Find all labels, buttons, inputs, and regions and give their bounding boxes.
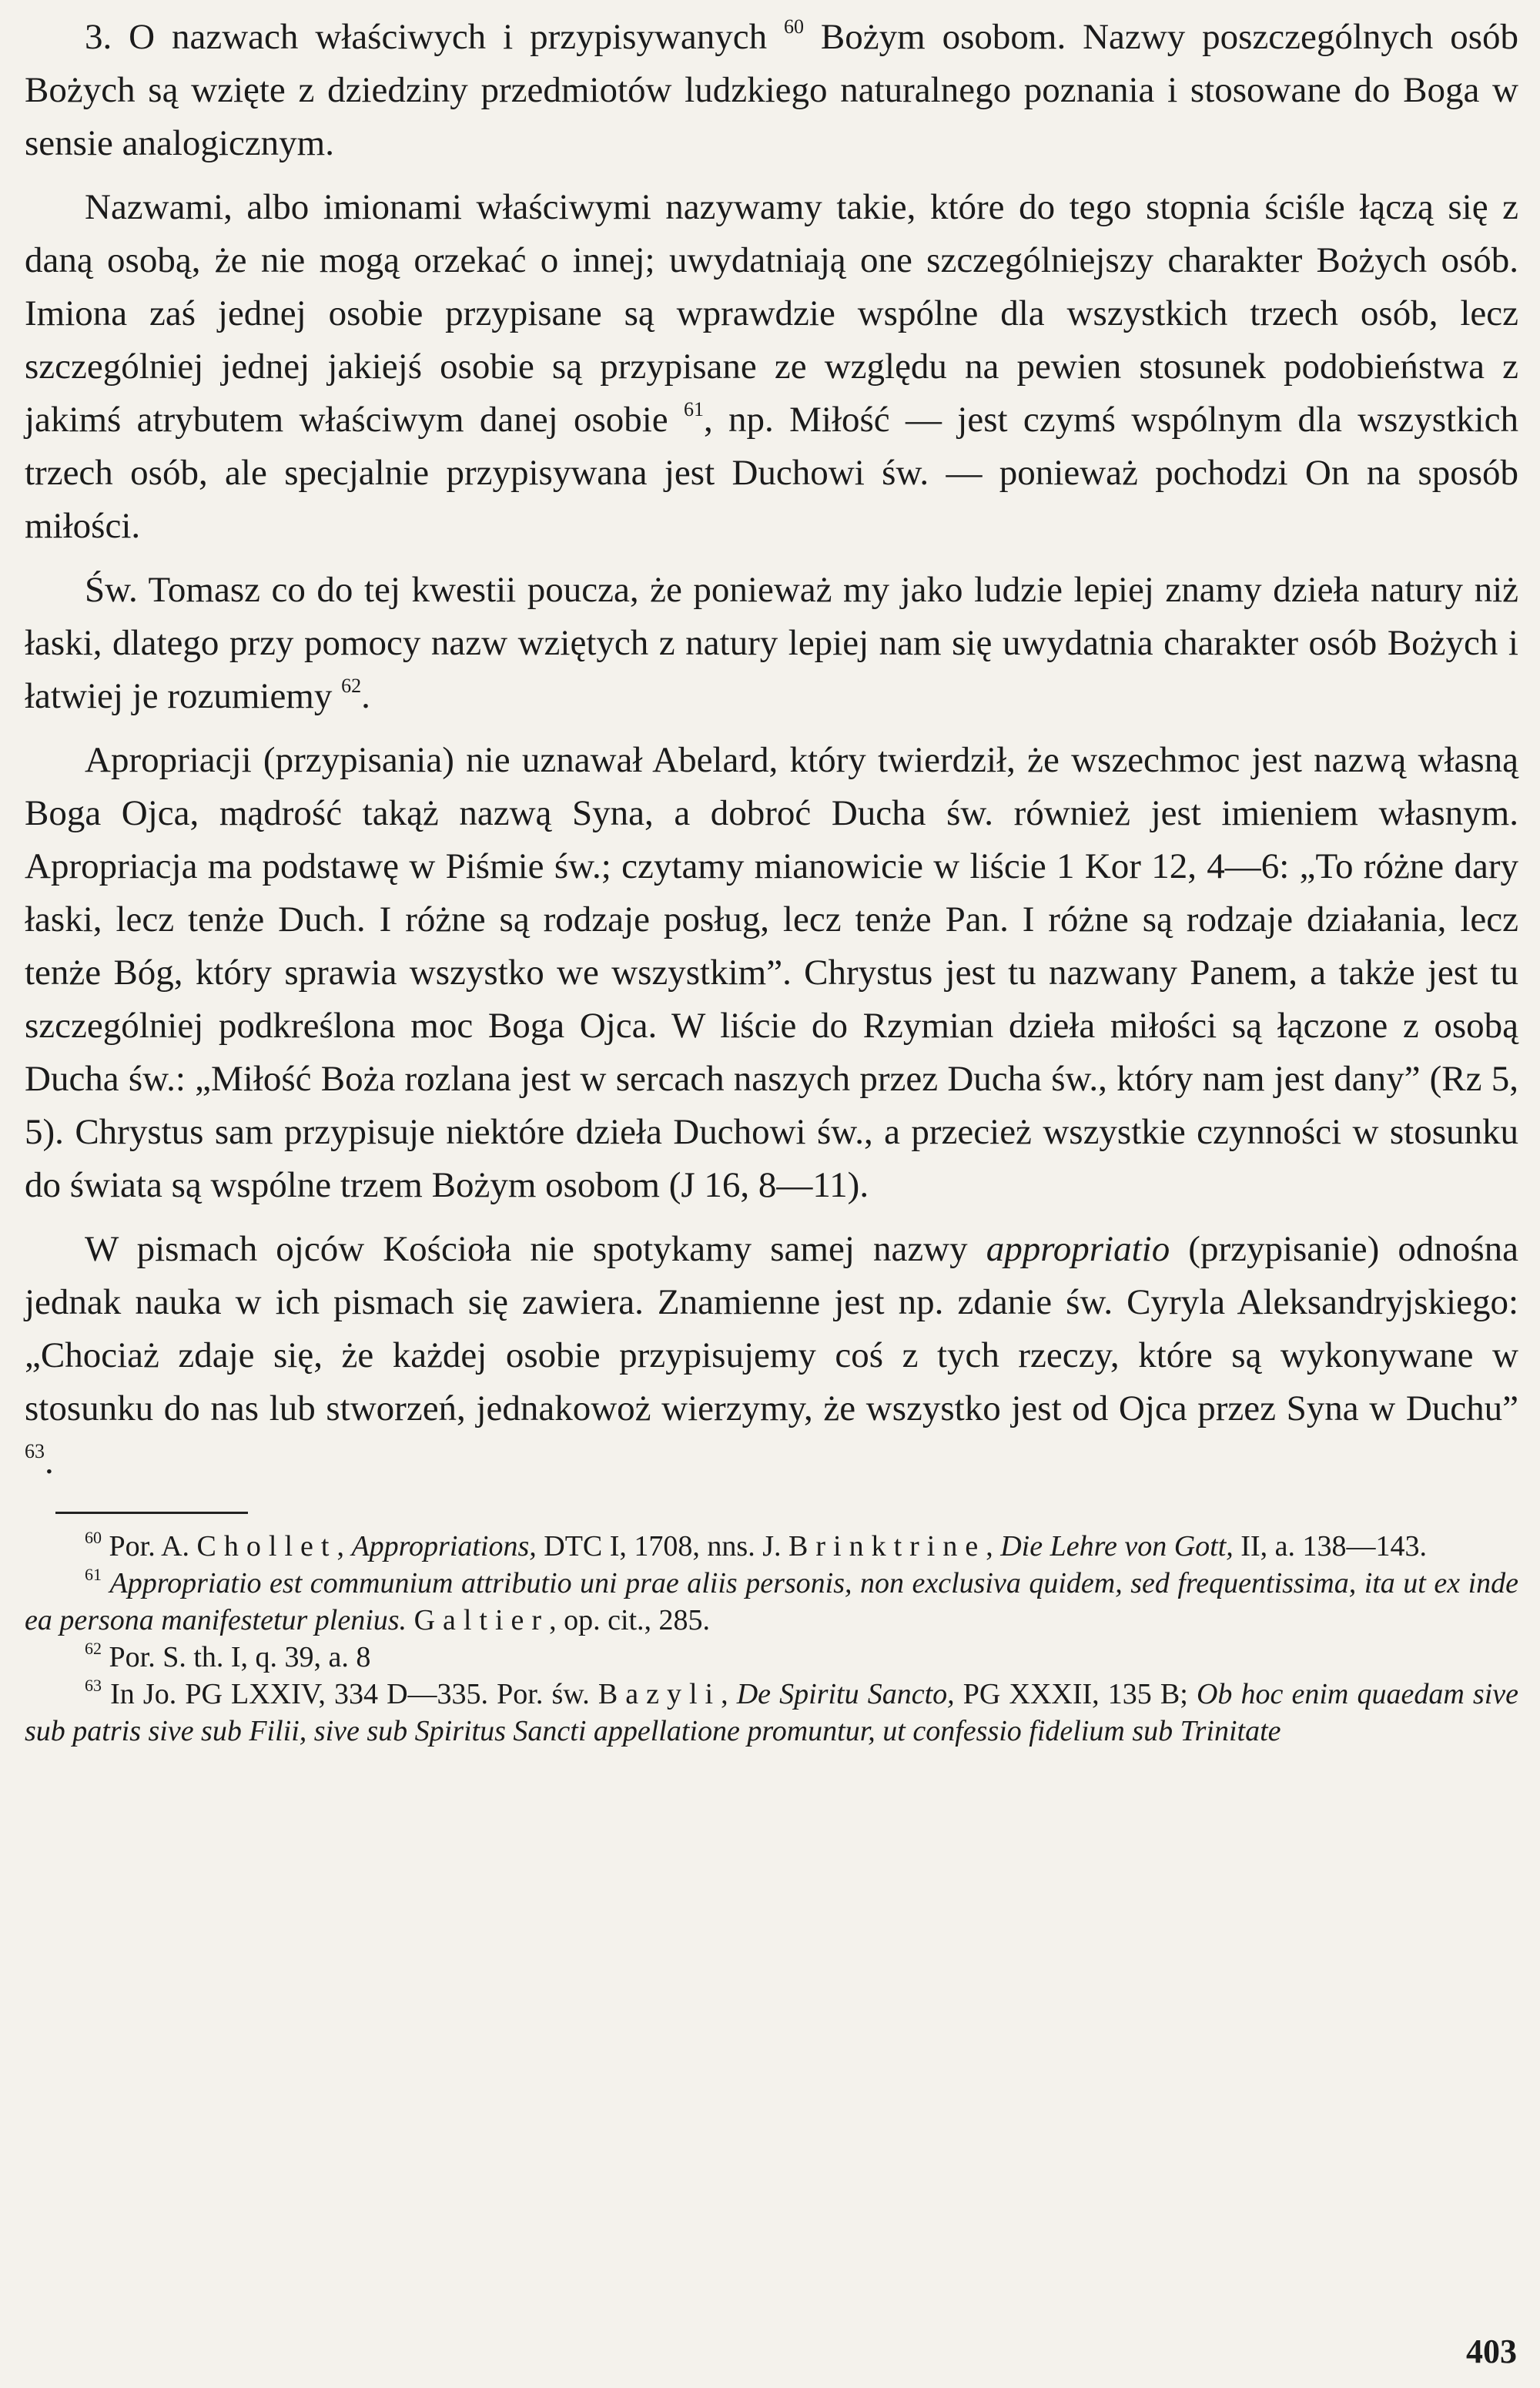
main-text <box>25 11 1518 1489</box>
text-run: 3. O nazwach właściwych i przypisywanych <box>85 17 785 57</box>
footnote-62 <box>25 1639 1518 1676</box>
text-run: . <box>45 1442 54 1482</box>
text-run: DTC I, 1708, nns. J. <box>536 1530 789 1562</box>
text-run: PG XXXII, 135 B; <box>954 1678 1197 1710</box>
italic-text: Appropriations, <box>351 1530 537 1562</box>
italic-text: De Spiritu Sancto, <box>736 1678 955 1710</box>
text-run: , op. cit., 285. <box>549 1604 711 1636</box>
text-run: (przypisanie) odnośna jednak nauka w ich pismach się zawiera. Znamienne jest np. zdanie św. Cyryla Aleksandryjskiego: „Chociaż zdaje się, że każdej osobie przypisujemy coś z tych rzeczy, które są wykonywane w stosunku do nas lub stworzeń, jednakowoż wierzymy, że wszystko jest od Ojca przez Syna w Duchu” <box>25 1229 1518 1428</box>
text-run: Bożym osobom. Nazwy poszczególnych osób Bożych są wzięte z dziedziny przedmiotów ludzkiego naturalnego poznania i stosowane do Boga w sensie analogicznym. <box>25 17 1518 163</box>
footnotes <box>25 1528 1518 1750</box>
author-name: Galtier <box>413 1604 550 1636</box>
text-run: Św. Tomasz co do tej kwestii poucza, że ponieważ my jako ludzie lepiej znamy dzieła natury niż łaski, dlatego przy pomocy nazw wziętych z natury lepiej nam się uwydatnia charakter osób Bożych i łatwiej je rozumiemy <box>25 570 1518 716</box>
paragraph-names <box>25 11 1518 170</box>
footnote-ref: 63 <box>85 1676 102 1695</box>
text-run: , <box>721 1678 737 1710</box>
italic-text: Die Lehre von Gott, <box>1000 1530 1234 1562</box>
paragraph-church-fathers <box>25 1223 1518 1489</box>
footnote-63 <box>25 1676 1518 1750</box>
footnote-ref: 60 <box>784 15 805 38</box>
page-number: 403 <box>1466 2333 1517 2370</box>
text-run <box>407 1604 414 1636</box>
footnote-ref: 60 <box>85 1528 102 1547</box>
footnote-ref: 63 <box>25 1440 45 1462</box>
footnote-ref: 62 <box>85 1639 102 1658</box>
text-run: In Jo. PG LXXIV, 334 D—335. Por. św. <box>102 1678 598 1710</box>
text-run: W pismach ojców Kościoła nie spotykamy samej nazwy <box>85 1229 986 1269</box>
text-run: Nazwami, albo imionami właściwymi nazywamy takie, które do tego stopnia ściśle łączą się z daną osobą, że nie mogą orzekać o innej; uwydatniają one szczególniejszy charakter Bożych osób. Imiona zaś jednej osobie przypisane są wprawdzie wspólne dla wszystkich trzech osób, lecz szczególniej jednej jakiejś osobie są przypisane ze względu na pewien stosunek podobieństwa z jakimś atrybutem właściwym danej osobie <box>25 187 1518 440</box>
footnote-ref: 61 <box>683 398 704 420</box>
footnote-divider <box>55 1512 248 1514</box>
text-run <box>102 1567 110 1599</box>
footnote-ref: 61 <box>85 1565 102 1584</box>
italic-text: Ob hoc enim quaedam sive sub patris sive sub Filii, sive sub Spiritus Sancti appellatione promuntur, ut confessio fidelium sub Trinitate <box>25 1678 1519 1747</box>
paragraph-proper-names <box>25 181 1518 553</box>
author-name: Bazyli <box>598 1678 721 1710</box>
footnote-60 <box>25 1528 1518 1565</box>
paragraph-appropriation <box>25 734 1518 1212</box>
text-run: , <box>986 1530 1001 1562</box>
text-run: , <box>336 1530 352 1562</box>
text-run: Por. S. th. I, q. 39, a. 8 <box>102 1641 371 1673</box>
text-run: , np. Miłość — jest czymś wspólnym dla wszystkich trzech osób, ale specjalnie przypisywana jest Duchowi św. — ponieważ pochodzi On na sposób miłości. <box>25 400 1518 546</box>
italic-text: Appropriatio est communium attributio uni prae aliis personis, non exclusiva quidem, sed frequentissima, ita ut ex inde ea persona manifestetur plenius. <box>25 1567 1518 1636</box>
author-name: Brinktrine <box>788 1530 986 1562</box>
text-run: Por. A. <box>102 1530 197 1562</box>
italic-text: appropriatio <box>986 1229 1170 1269</box>
text-run: Apropriacji (przypisania) nie uznawał Abelard, który twierdził, że wszechmoc jest nazwą własną Boga Ojca, mądrość takąż nazwą Syna, a dobroć Ducha św. również jest imieniem własnym. Apropriacja ma podstawę w Piśmie św.; czytamy mianowicie w liście 1 Kor 12, 4—6: „To różne dary łaski, lecz tenże Duch. I różne są rodzaje posług, lecz tenże Pan. I różne są rodzaje działania, lecz tenże Bóg, który sprawia wszystko we wszystkim”. Chrystus jest tu nazwany Panem, a także jest tu szczególniej podkreślona moc Boga Ojca. W liście do Rzymian dzieła miłości są łączone z osobą Ducha św.: „Miłość Boża rozlana jest w sercach naszych przez Ducha św., który nam jest dany” (Rz 5, 5). Chrystus sam przypisuje niektóre dzieła Duchowi św., a przecież wszystkie czynności w stosunku do świata są wspólne trzem Bożym osobom (J 16, 8—11). <box>25 740 1518 1205</box>
text-run: II, a. 138—143. <box>1233 1530 1427 1562</box>
author-name: Chollet <box>196 1530 337 1562</box>
footnote-ref: 62 <box>341 675 362 697</box>
paragraph-st-thomas <box>25 564 1518 723</box>
text-run: . <box>361 676 370 716</box>
footnote-61 <box>25 1565 1518 1639</box>
